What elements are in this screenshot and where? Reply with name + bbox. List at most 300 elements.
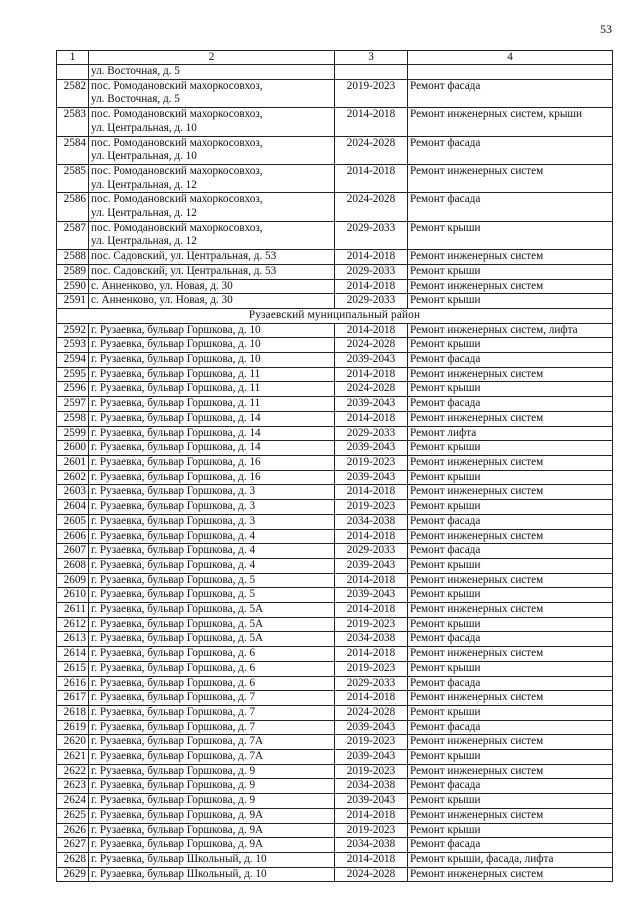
- row-address: [89, 647, 335, 662]
- row-work: Ремонт инженерных систем: [408, 647, 613, 662]
- address-line: пос. Ромодановский махоркосовхоз,: [91, 164, 263, 177]
- row-number: 2588: [57, 250, 89, 265]
- row-period: 2014-2018: [335, 529, 408, 544]
- row-address: [89, 514, 335, 529]
- row-work: Ремонт инженерных систем: [408, 411, 613, 426]
- address-line: пос. Ромодановский махоркосовхоз,: [91, 79, 263, 92]
- row-address: [89, 779, 335, 794]
- row-work: Ремонт инженерных систем: [408, 367, 613, 382]
- table-body-part1: [57, 65, 613, 309]
- row-number: 2621: [57, 750, 89, 765]
- address-line: г. Рузаевка, бульвар Горшкова, д. 4: [91, 544, 256, 557]
- address-line: г. Рузаевка, бульвар Горшкова, д. 5: [91, 588, 256, 601]
- row-number: 2613: [57, 632, 89, 647]
- address-line: пос. Садовский, ул. Центральная, д. 53: [91, 250, 277, 263]
- row-address: [89, 279, 335, 294]
- address-line: г. Рузаевка, бульвар Горшкова, д. 5А: [91, 603, 264, 616]
- row-period: 2014-2018: [335, 485, 408, 500]
- row-period: 2014-2018: [335, 323, 408, 338]
- row-address: [89, 558, 335, 573]
- row-address: [89, 193, 335, 221]
- row-period: 2014-2018: [335, 279, 408, 294]
- row-number: 2604: [57, 500, 89, 515]
- district-section: [57, 308, 613, 323]
- row-work: Ремонт инженерных систем: [408, 691, 613, 706]
- row-period: 2034-2038: [335, 779, 408, 794]
- row-period: 2024-2028: [335, 193, 408, 221]
- row-number: 2617: [57, 691, 89, 706]
- row-period: 2014-2018: [335, 250, 408, 265]
- address-line: г. Рузаевка, бульвар Горшкова, д. 11: [91, 382, 261, 395]
- table-row: [57, 735, 613, 750]
- table-row: [57, 485, 613, 500]
- table-row: [57, 367, 613, 382]
- address-line: г. Рузаевка, бульвар Горшкова, д. 7А: [91, 735, 264, 748]
- row-period: 2014-2018: [335, 573, 408, 588]
- row-period: 2039-2043: [335, 558, 408, 573]
- row-number: 2614: [57, 647, 89, 662]
- row-period: 2019-2023: [335, 617, 408, 632]
- row-number: 2584: [57, 136, 89, 164]
- row-period: 2039-2043: [335, 470, 408, 485]
- row-period: 2029-2033: [335, 294, 408, 309]
- address-line: г. Рузаевка, бульвар Горшкова, д. 14: [91, 441, 261, 454]
- row-period: 2019-2023: [335, 661, 408, 676]
- address-line: г. Рузаевка, бульвар Горшкова, д. 14: [91, 411, 261, 424]
- row-address: [89, 720, 335, 735]
- row-period: 2014-2018: [335, 367, 408, 382]
- row-period: 2029-2033: [335, 221, 408, 249]
- table-row: [57, 79, 613, 107]
- row-address: [89, 338, 335, 353]
- row-address: [89, 136, 335, 164]
- row-work: Ремонт инженерных систем: [408, 603, 613, 618]
- table-row: [57, 426, 613, 441]
- address-line: ул. Центральная, д. 10: [91, 121, 197, 134]
- table-row: [57, 279, 613, 294]
- row-number: 2606: [57, 529, 89, 544]
- row-address: [89, 588, 335, 603]
- row-work: Ремонт фасада: [408, 676, 613, 691]
- address-line: г. Рузаевка, бульвар Горшкова, д. 9: [91, 764, 256, 777]
- row-address: [89, 603, 335, 618]
- row-period: 2019-2023: [335, 455, 408, 470]
- row-address: [89, 750, 335, 765]
- table-row: [57, 441, 613, 456]
- row-work: Ремонт крыши: [408, 338, 613, 353]
- row-work: Ремонт фасада: [408, 136, 613, 164]
- table-row: [57, 676, 613, 691]
- row-period: 2039-2043: [335, 720, 408, 735]
- row-period: 2024-2028: [335, 136, 408, 164]
- row-number: 2594: [57, 353, 89, 368]
- row-work: [408, 65, 613, 80]
- row-number: 2612: [57, 617, 89, 632]
- row-work: Ремонт инженерных систем: [408, 764, 613, 779]
- row-period: 2019-2023: [335, 764, 408, 779]
- address-line: г. Рузаевка, бульвар Горшкова, д. 14: [91, 426, 261, 439]
- row-work: Ремонт фасада: [408, 720, 613, 735]
- table-row: [57, 221, 613, 249]
- address-line: г. Рузаевка, бульвар Горшкова, д. 10: [91, 323, 261, 336]
- column-header-work: 4: [408, 51, 613, 65]
- row-work: Ремонт фасада: [408, 838, 613, 853]
- row-work: Ремонт крыши, фасада, лифта: [408, 852, 613, 867]
- table-row: [57, 808, 613, 823]
- address-line: пос. Ромодановский махоркосовхоз,: [91, 193, 263, 206]
- row-address: [89, 79, 335, 107]
- row-number: 2602: [57, 470, 89, 485]
- row-period: 2014-2018: [335, 603, 408, 618]
- table-row: [57, 661, 613, 676]
- row-address: [89, 367, 335, 382]
- column-header-address: 2: [89, 51, 335, 65]
- table-row: [57, 573, 613, 588]
- table-row: [57, 838, 613, 853]
- table-row: [57, 720, 613, 735]
- row-address: [89, 323, 335, 338]
- row-work: Ремонт крыши: [408, 558, 613, 573]
- row-work: Ремонт крыши: [408, 264, 613, 279]
- address-line: пос. Ромодановский махоркосовхоз,: [91, 108, 263, 121]
- table-row: [57, 338, 613, 353]
- row-address: [89, 455, 335, 470]
- row-number: 2598: [57, 411, 89, 426]
- row-number: 2597: [57, 397, 89, 412]
- address-line: г. Рузаевка, бульвар Горшкова, д. 16: [91, 455, 261, 468]
- table-row: [57, 397, 613, 412]
- row-period: 2019-2023: [335, 500, 408, 515]
- row-number: 2626: [57, 823, 89, 838]
- table-row: [57, 779, 613, 794]
- address-line: г. Рузаевка, бульвар Горшкова, д. 7А: [91, 750, 264, 763]
- address-line: г. Рузаевка, бульвар Горшкова, д. 7: [91, 691, 256, 704]
- row-number: 2618: [57, 705, 89, 720]
- address-line: г. Рузаевка, бульвар Школьный, д. 10: [91, 852, 267, 865]
- row-period: 2024-2028: [335, 867, 408, 882]
- row-period: [335, 65, 408, 80]
- address-line: г. Рузаевка, бульвар Горшкова, д. 3: [91, 485, 256, 498]
- table-row: [57, 136, 613, 164]
- row-period: 2039-2043: [335, 750, 408, 765]
- row-address: [89, 705, 335, 720]
- row-number: 2596: [57, 382, 89, 397]
- table-row: [57, 647, 613, 662]
- row-period: 2019-2023: [335, 735, 408, 750]
- row-address: [89, 823, 335, 838]
- row-work: Ремонт крыши: [408, 294, 613, 309]
- table-row: [57, 500, 613, 515]
- address-line: г. Рузаевка, бульвар Горшкова, д. 5: [91, 573, 256, 586]
- row-work: Ремонт фасада: [408, 514, 613, 529]
- table-row: [57, 691, 613, 706]
- address-line: г. Рузаевка, бульвар Горшкова, д. 9А: [91, 808, 264, 821]
- row-period: 2019-2023: [335, 823, 408, 838]
- row-period: 2024-2028: [335, 705, 408, 720]
- row-work: Ремонт инженерных систем: [408, 250, 613, 265]
- row-work: Ремонт крыши: [408, 470, 613, 485]
- row-work: Ремонт инженерных систем: [408, 808, 613, 823]
- row-work: Ремонт крыши: [408, 794, 613, 809]
- row-address: [89, 867, 335, 882]
- row-address: [89, 250, 335, 265]
- row-address: [89, 838, 335, 853]
- row-address: [89, 264, 335, 279]
- continuation-row: [57, 65, 613, 80]
- address-line: г. Рузаевка, бульвар Горшкова, д. 6: [91, 661, 256, 674]
- row-number: 2587: [57, 221, 89, 249]
- row-number: 2595: [57, 367, 89, 382]
- row-work: Ремонт инженерных систем, крыши: [408, 108, 613, 136]
- table-row: [57, 867, 613, 882]
- row-number: 2616: [57, 676, 89, 691]
- table-row: [57, 529, 613, 544]
- row-number: 2591: [57, 294, 89, 309]
- row-number: 2624: [57, 794, 89, 809]
- row-number: 2590: [57, 279, 89, 294]
- row-number: 2586: [57, 193, 89, 221]
- row-address: [89, 397, 335, 412]
- table-row: [57, 411, 613, 426]
- row-number: 2589: [57, 264, 89, 279]
- row-work: Ремонт крыши: [408, 500, 613, 515]
- table-row: [57, 794, 613, 809]
- row-period: 2014-2018: [335, 108, 408, 136]
- address-line: г. Рузаевка, бульвар Горшкова, д. 16: [91, 470, 261, 483]
- row-work: Ремонт фасада: [408, 544, 613, 559]
- address-line: г. Рузаевка, бульвар Горшкова, д. 4: [91, 529, 256, 542]
- row-work: Ремонт инженерных систем: [408, 279, 613, 294]
- row-period: 2014-2018: [335, 411, 408, 426]
- row-address: [89, 108, 335, 136]
- row-work: Ремонт инженерных систем: [408, 164, 613, 192]
- row-period: 2014-2018: [335, 808, 408, 823]
- table-row: [57, 164, 613, 192]
- address-line: г. Рузаевка, бульвар Горшкова, д. 9: [91, 794, 256, 807]
- row-work: Ремонт крыши: [408, 661, 613, 676]
- row-period: 2024-2028: [335, 382, 408, 397]
- row-address: [89, 485, 335, 500]
- row-address: [89, 794, 335, 809]
- row-address: [89, 544, 335, 559]
- row-number: 2609: [57, 573, 89, 588]
- address-line: г. Рузаевка, бульвар Горшкова, д. 11: [91, 367, 261, 380]
- row-address: [89, 676, 335, 691]
- row-number: 2608: [57, 558, 89, 573]
- row-address: [89, 353, 335, 368]
- row-work: Ремонт инженерных систем: [408, 485, 613, 500]
- address-line: ул. Восточная, д. 5: [91, 93, 180, 106]
- row-period: 2039-2043: [335, 397, 408, 412]
- row-number: 2623: [57, 779, 89, 794]
- row-address: [89, 470, 335, 485]
- row-number: 2605: [57, 514, 89, 529]
- row-period: 2034-2038: [335, 514, 408, 529]
- row-number: 2625: [57, 808, 89, 823]
- row-period: 2039-2043: [335, 794, 408, 809]
- row-number: 2615: [57, 661, 89, 676]
- row-address: [89, 529, 335, 544]
- row-address: [89, 426, 335, 441]
- row-period: 2014-2018: [335, 647, 408, 662]
- row-work: Ремонт крыши: [408, 750, 613, 765]
- row-work: Ремонт лифта: [408, 426, 613, 441]
- address-line: с. Анненково, ул. Новая, д. 30: [91, 279, 233, 292]
- table-row: [57, 750, 613, 765]
- address-line: ул. Центральная, д. 12: [91, 178, 197, 191]
- row-work: Ремонт фасада: [408, 779, 613, 794]
- address-line: г. Рузаевка, бульвар Горшкова, д. 4: [91, 558, 256, 571]
- table-row: [57, 852, 613, 867]
- row-address: [89, 617, 335, 632]
- row-number: 2593: [57, 338, 89, 353]
- row-number: 2622: [57, 764, 89, 779]
- column-header-period: 3: [335, 51, 408, 65]
- row-number: 2603: [57, 485, 89, 500]
- row-number: [57, 65, 89, 80]
- table-header: [57, 51, 613, 65]
- table-row: [57, 514, 613, 529]
- table-row: [57, 617, 613, 632]
- row-period: 2029-2033: [335, 264, 408, 279]
- row-work: Ремонт инженерных систем, лифта: [408, 323, 613, 338]
- row-address: [89, 382, 335, 397]
- row-number: 2610: [57, 588, 89, 603]
- table-row: [57, 470, 613, 485]
- address-line: г. Рузаевка, бульвар Горшкова, д. 3: [91, 500, 256, 513]
- row-address: [89, 735, 335, 750]
- row-work: Ремонт крыши: [408, 588, 613, 603]
- row-number: 2611: [57, 603, 89, 618]
- table-row: [57, 632, 613, 647]
- address-line: г. Рузаевка, бульвар Горшкова, д. 6: [91, 676, 256, 689]
- table-row: [57, 603, 613, 618]
- row-number: 2592: [57, 323, 89, 338]
- table-body-part2: [57, 323, 613, 882]
- table-row: [57, 455, 613, 470]
- address-line: пос. Садовский, ул. Центральная, д. 53: [91, 264, 277, 277]
- header-row: [57, 51, 613, 65]
- address-line: пос. Ромодановский махоркосовхоз,: [91, 221, 263, 234]
- address-line: г. Рузаевка, бульвар Горшкова, д. 10: [91, 353, 261, 366]
- table-row: [57, 353, 613, 368]
- row-address: [89, 221, 335, 249]
- row-address: [89, 808, 335, 823]
- address-line: г. Рузаевка, бульвар Школьный, д. 10: [91, 867, 267, 880]
- address-line: г. Рузаевка, бульвар Горшкова, д. 9: [91, 779, 256, 792]
- address-line: г. Рузаевка, бульвар Горшкова, д. 9А: [91, 823, 264, 836]
- row-period: 2039-2043: [335, 441, 408, 456]
- row-number: 2583: [57, 108, 89, 136]
- district-heading-row: [57, 308, 613, 323]
- row-period: 2034-2038: [335, 632, 408, 647]
- address-line: г. Рузаевка, бульвар Горшкова, д. 7: [91, 705, 256, 718]
- row-work: Ремонт инженерных систем: [408, 735, 613, 750]
- row-address: [89, 294, 335, 309]
- row-work: Ремонт инженерных систем: [408, 573, 613, 588]
- row-period: 2014-2018: [335, 164, 408, 192]
- table-row: [57, 108, 613, 136]
- table-row: [57, 764, 613, 779]
- address-line: г. Рузаевка, бульвар Горшкова, д. 7: [91, 720, 256, 733]
- address-line: г. Рузаевка, бульвар Горшкова, д. 6: [91, 647, 256, 660]
- address-line: г. Рузаевка, бульвар Горшкова, д. 5А: [91, 632, 264, 645]
- table-row: [57, 705, 613, 720]
- row-work: Ремонт фасада: [408, 193, 613, 221]
- address-line: ул. Центральная, д. 12: [91, 207, 197, 220]
- row-number: 2619: [57, 720, 89, 735]
- table-row: [57, 544, 613, 559]
- address-line: г. Рузаевка, бульвар Горшкова, д. 5А: [91, 617, 264, 630]
- page-number: 53: [600, 22, 612, 36]
- row-work: Ремонт крыши: [408, 382, 613, 397]
- row-number: 2629: [57, 867, 89, 882]
- row-period: 2014-2018: [335, 691, 408, 706]
- row-address: [89, 632, 335, 647]
- row-period: 2024-2028: [335, 338, 408, 353]
- address-line: г. Рузаевка, бульвар Горшкова, д. 11: [91, 397, 261, 410]
- row-work: Ремонт крыши: [408, 441, 613, 456]
- row-period: 2039-2043: [335, 353, 408, 368]
- row-work: Ремонт фасада: [408, 397, 613, 412]
- row-work: Ремонт инженерных систем: [408, 455, 613, 470]
- table-row: [57, 323, 613, 338]
- row-address: [89, 411, 335, 426]
- address-line: ул. Центральная, д. 10: [91, 150, 197, 163]
- row-work: Ремонт крыши: [408, 823, 613, 838]
- row-address: [89, 764, 335, 779]
- row-address: [89, 500, 335, 515]
- row-work: Ремонт фасада: [408, 632, 613, 647]
- table-row: [57, 382, 613, 397]
- row-number: 2599: [57, 426, 89, 441]
- table-row: [57, 823, 613, 838]
- address-line: г. Рузаевка, бульвар Горшкова, д. 10: [91, 338, 261, 351]
- row-number: 2620: [57, 735, 89, 750]
- table-row: [57, 250, 613, 265]
- row-number: 2601: [57, 455, 89, 470]
- table-row: [57, 193, 613, 221]
- row-address: ул. Восточная, д. 5: [89, 65, 335, 80]
- row-address: [89, 691, 335, 706]
- address-line: г. Рузаевка, бульвар Горшкова, д. 3: [91, 514, 256, 527]
- row-number: 2607: [57, 544, 89, 559]
- row-number: 2600: [57, 441, 89, 456]
- row-period: 2034-2038: [335, 838, 408, 853]
- row-work: Ремонт фасада: [408, 353, 613, 368]
- row-period: 2019-2023: [335, 79, 408, 107]
- row-work: Ремонт инженерных систем: [408, 867, 613, 882]
- row-period: 2029-2033: [335, 676, 408, 691]
- row-work: Ремонт крыши: [408, 617, 613, 632]
- table-row: [57, 264, 613, 279]
- column-header-number: 1: [57, 51, 89, 65]
- row-period: 2029-2033: [335, 426, 408, 441]
- row-work: Ремонт крыши: [408, 705, 613, 720]
- row-address: [89, 441, 335, 456]
- address-line: г. Рузаевка, бульвар Горшкова, д. 9А: [91, 838, 264, 851]
- address-line: с. Анненково, ул. Новая, д. 30: [91, 294, 233, 307]
- row-period: 2039-2043: [335, 588, 408, 603]
- row-work: Ремонт крыши: [408, 221, 613, 249]
- row-work: Ремонт фасада: [408, 79, 613, 107]
- row-address: [89, 661, 335, 676]
- row-number: 2582: [57, 79, 89, 107]
- district-heading: Рузаевский муниципальный район: [57, 308, 613, 323]
- address-line: ул. Центральная, д. 12: [91, 235, 197, 248]
- row-number: 2628: [57, 852, 89, 867]
- address-line: пос. Ромодановский махоркосовхоз,: [91, 136, 263, 149]
